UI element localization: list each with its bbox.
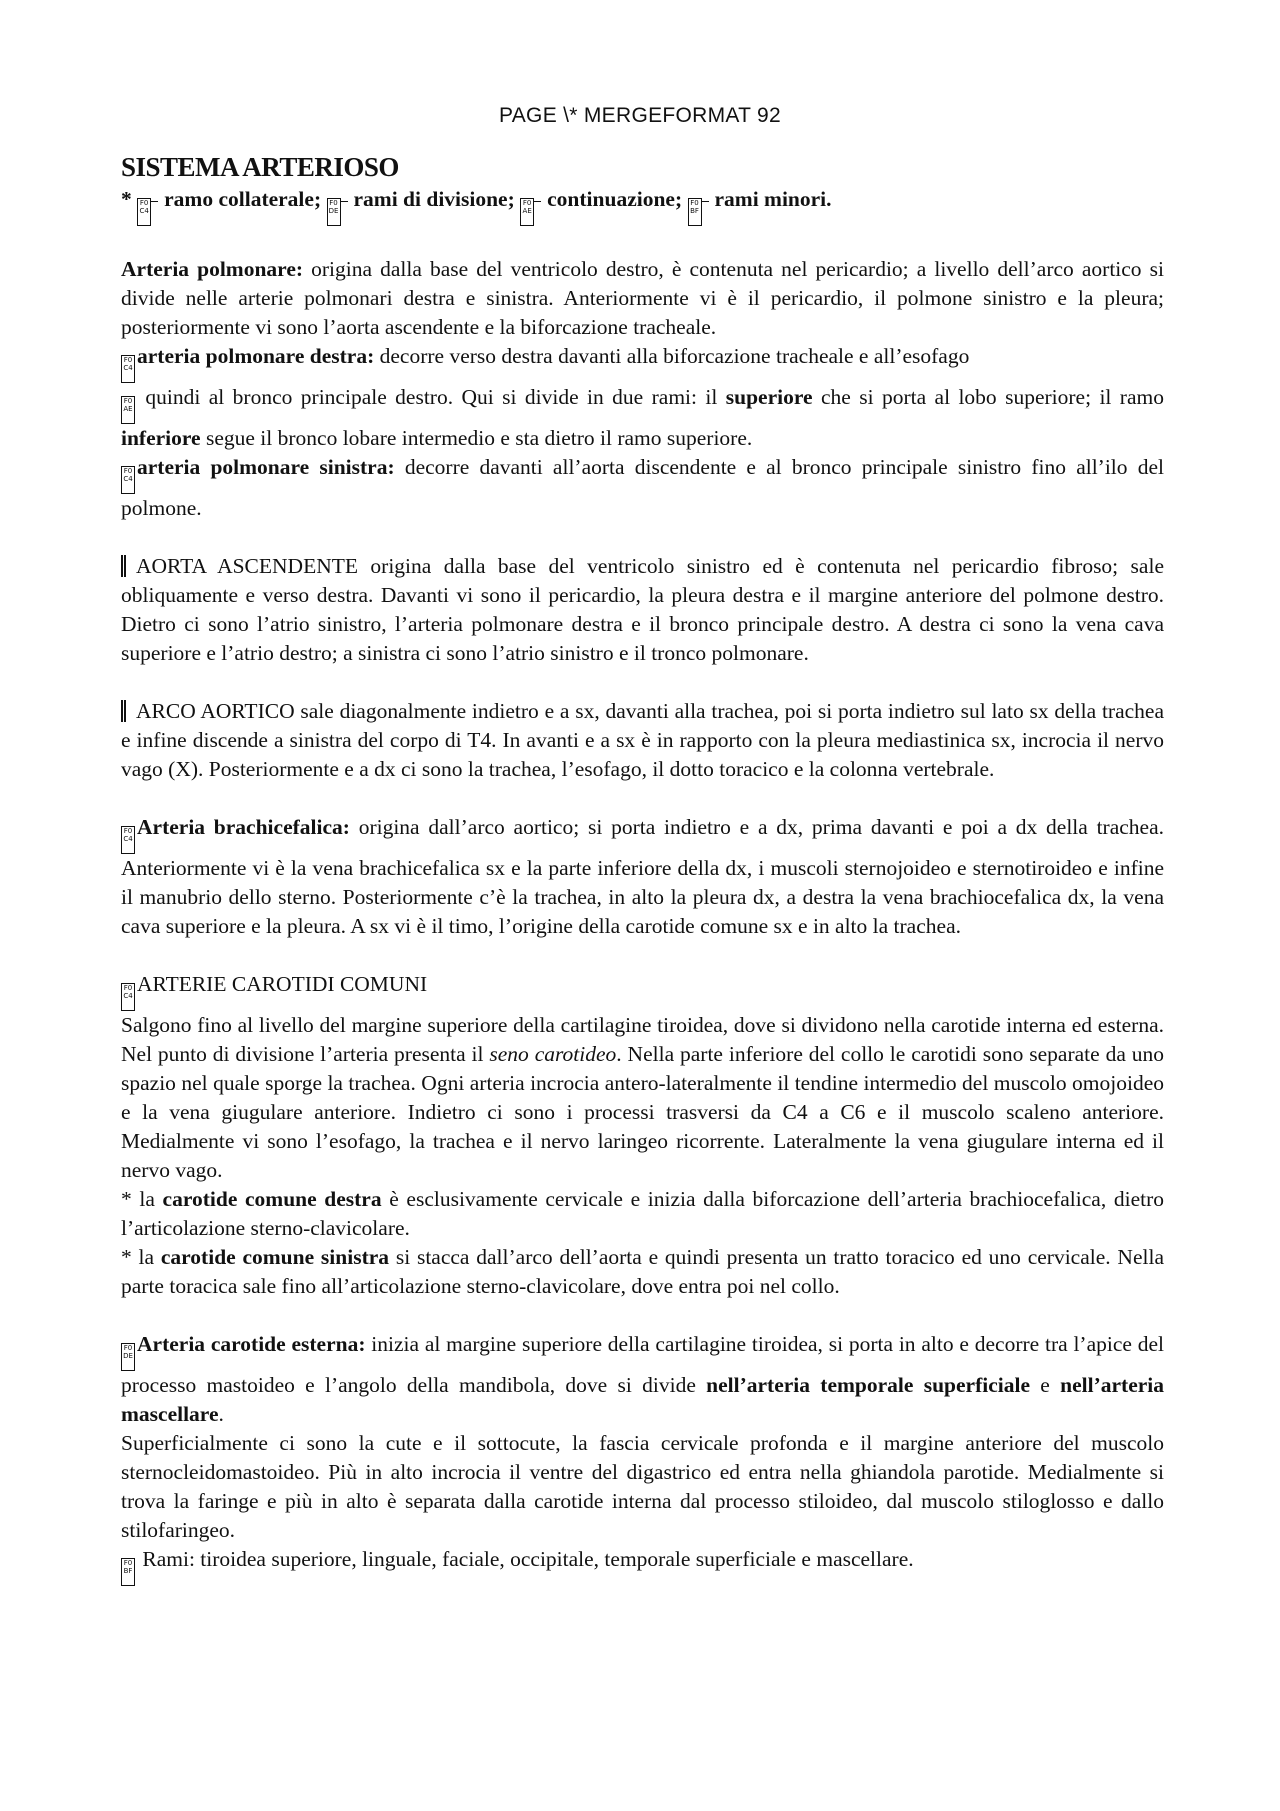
paragraph-arteria-polmonare: Arteria polmonare: origina dalla base del ventricolo destro, è contenuta nel pericardio; a livello dell’arco aortico si divide nelle arterie polmonari destra e sinistra. Anteriormente vi è il pericardio, il polmone sinistro e la pleura; posteriormente vi sono l’aorta ascendente e la biforcazione tracheale.	[121, 257, 1164, 339]
paragraph-carotide-destra: * la carotide comune destra è esclusivamente cervicale e inizia dalla biforcazione dell’arteria brachiocefalica, dietro l’articolazione sterno-clavicolare.	[121, 1187, 1164, 1240]
division-symbol-icon: F0 DE	[121, 1343, 135, 1371]
paragraph-carotide-esterna: F0 DE Arteria carotide esterna: inizia al margine superiore della cartilagine tiroidea, si porta in alto e decorre tra l’apice del processo mastoideo e l’angolo della mandibola, dove si divide nell’arteria temporale superficiale e nell’arteria mascellare.	[121, 1332, 1165, 1426]
collateral-symbol-icon: F0 C4	[121, 355, 135, 383]
page-title: SISTEMA ARTERIOSO	[121, 152, 399, 182]
paragraph-aorta-ascendente: AORTA ASCENDENTE origina dalla base del ventricolo sinistro ed è contenuta nel pericardio fibroso; sale obliquamente e verso destra. Davanti vi sono il pericardio, la pleura destra e il margine anteriore del polmone destro. Dietro ci sono l’atrio sinistro, l’arteria polmonare destra e il bronco principale destro. A destra ci sono la vena cava superiore e l’atrio destro; a sinistra ci sono l’atrio sinistro e il tronco polmonare.	[121, 554, 1164, 665]
collateral-symbol-icon: F0 C4	[121, 466, 135, 494]
collateral-symbol-icon: F0 C4	[121, 826, 135, 854]
division-symbol-icon: F0 DE	[327, 198, 341, 226]
label-brachicefalica: Arteria brachicefalica:	[137, 815, 350, 839]
legend-minor: rami minori.	[714, 187, 832, 211]
label-carotide-esterna: Arteria carotide esterna:	[137, 1332, 366, 1356]
legend-star: *	[121, 187, 132, 211]
paragraph-polmonare-destra: F0 C4 arteria polmonare destra: decorre verso destra davanti alla biforcazione tracheale e all’esofago F0 AE quindi al bronco principale destro. Qui si divide in due rami: il superiore che si porta al lobo superiore; il ramo inferiore segue il bronco lobare intermedio e sta dietro il ramo superiore.	[121, 344, 1164, 450]
legend-division: rami di divisione;	[353, 187, 515, 211]
symbol-legend	[121, 184, 1164, 226]
document-body	[121, 150, 1164, 1586]
double-bar-icon	[121, 700, 126, 722]
paragraph-polmonare-sinistra: F0 C4 arteria polmonare sinistra: decorre davanti all’aorta discendente e al bronco principale sinistro fino all’ilo del polmone.	[121, 455, 1164, 520]
division-symbol-tail	[340, 201, 348, 202]
paragraph-arco-aortico: ARCO AORTICO sale diagonalmente indietro e a sx, davanti alla trachea, poi si porta indietro sul lato sx della trachea e infine discende a sinistra del corpo di T4. In avanti e a sx è in rapporto con la pleura mediastinica sx, incrocia il nervo vago (X). Posteriormente e a dx ci sono la trachea, l’esofago, il dotto toracico e la colonna vertebrale.	[121, 699, 1164, 781]
minor-symbol-icon: F0 BF	[121, 1558, 135, 1586]
label-polmonare-sinistra: arteria polmonare sinistra:	[137, 455, 395, 479]
collateral-symbol-tail	[150, 201, 158, 202]
paragraph-carotide-sinistra: * la carotide comune sinistra si stacca dall’arco dell’aorta e quindi presenta un tratto toracico ed uno cervicale. Nella parte toracica sale fino all’articolazione sterno-clavicolare, dove entra poi nel collo.	[121, 1245, 1164, 1298]
collateral-symbol-icon: F0 C4	[137, 198, 151, 226]
minor-symbol-tail	[701, 201, 709, 202]
legend-collateral: ramo collaterale;	[164, 187, 322, 211]
continuation-symbol-icon: F0 AE	[520, 198, 534, 226]
paragraph-carotide-esterna-rami: F0 BF Rami: tiroidea superiore, linguale, faciale, occipitale, temporale superficiale e mascellare.	[121, 1545, 1164, 1586]
double-bar-icon	[121, 555, 126, 577]
legend-continuation: continuazione;	[547, 187, 683, 211]
page-header: PAGE \* MERGEFORMAT 92	[499, 104, 781, 127]
paragraph-carotidi-comuni: Salgono fino al livello del margine superiore della cartilagine tiroidea, dove si dividono nella carotide interna ed esterna. Nel punto di divisione l’arteria presenta il seno carotideo. Nella parte inferiore del collo le carotidi sono separate da uno spazio nel quale sporge la trachea. Ogni arteria incrocia antero-lateralmente il tendine intermedio del muscolo omojoideo e la vena giugulare anteriore. Indietro ci sono i processi trasversi da C4 a C6 e il muscolo scaleno anteriore. Medialmente vi sono l’esofago, la trachea e il nervo laringeo ricorrente. Lateralmente la vena giugulare interna ed il nervo vago.	[121, 1013, 1164, 1182]
continuation-symbol-icon: F0 AE	[121, 396, 135, 424]
continuation-symbol-tail	[533, 201, 541, 202]
paragraph-carotide-esterna-rapporti: Superficialmente ci sono la cute e il sottocute, la fascia cervicale profonda e il margine anteriore del muscolo sternocleidomastoideo. Più in alto incrocia il ventre del digastrico ed entra nella ghiandola parotide. Medialmente si trova la faringe e più in alto è separata dalla carotide interna dal processo stiloideo, dal muscolo stiloglosso e dallo stilofaringeo.	[121, 1431, 1164, 1542]
label-polmonare-destra: arteria polmonare destra:	[137, 344, 375, 368]
heading-carotidi-comuni: F0 C4 ARTERIE CAROTIDI COMUNI	[121, 970, 1164, 1011]
label-arteria-polmonare: Arteria polmonare:	[121, 257, 304, 281]
paragraph-brachicefalica: F0 C4 Arteria brachicefalica: origina dall’arco aortico; si porta indietro e a dx, prima davanti e poi a dx della trachea. Anteriormente vi è la vena brachicefalica sx e la parte inferiore della dx, i muscoli sternojoideo e sternotiroideo e infine il manubrio dello sterno. Posteriormente c’è la trachea, in alto la pleura dx, a destra la vena brachiocefalica dx, la vena cava superiore e la pleura. A sx vi è il timo, l’origine della carotide comune sx e in alto la trachea.	[121, 815, 1165, 938]
minor-symbol-icon: F0 BF	[688, 198, 702, 226]
collateral-symbol-icon: F0 C4	[121, 983, 135, 1011]
